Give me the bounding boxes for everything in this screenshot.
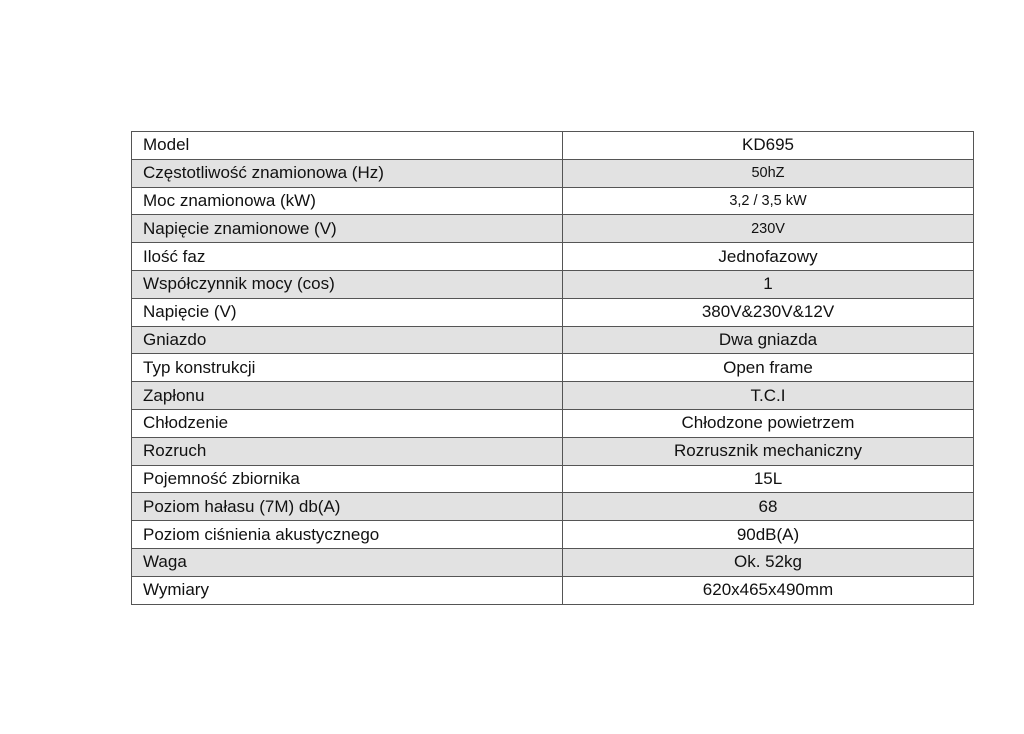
- spec-value-sound-pressure: 90dB(A): [563, 521, 974, 549]
- spec-label-cooling: Chłodzenie: [132, 409, 563, 437]
- spec-value-model: KD695: [563, 132, 974, 160]
- table-row: [132, 409, 974, 437]
- spec-value-socket: Dwa gniazda: [563, 326, 974, 354]
- spec-label-frequency: Częstotliwość znamionowa (Hz): [132, 159, 563, 187]
- table-row: [132, 215, 974, 243]
- table-row: [132, 521, 974, 549]
- spec-value-noise-level: 68: [563, 493, 974, 521]
- table-row: [132, 326, 974, 354]
- spec-value-starting: Rozrusznik mechaniczny: [563, 437, 974, 465]
- table-row: [132, 465, 974, 493]
- spec-value-rated-voltage: 230V: [563, 215, 974, 243]
- spec-label-construction-type: Typ konstrukcji: [132, 354, 563, 382]
- spec-label-weight: Waga: [132, 548, 563, 576]
- table-row: [132, 493, 974, 521]
- spec-label-tank-capacity: Pojemność zbiornika: [132, 465, 563, 493]
- spec-value-tank-capacity: 15L: [563, 465, 974, 493]
- spec-label-ignition: Zapłonu: [132, 382, 563, 410]
- spec-value-construction-type: Open frame: [563, 354, 974, 382]
- spec-label-sound-pressure: Poziom ciśnienia akustycznego: [132, 521, 563, 549]
- spec-value-dimensions: 620x465x490mm: [563, 576, 974, 604]
- spec-value-power-factor: 1: [563, 270, 974, 298]
- table-row: [132, 270, 974, 298]
- spec-label-rated-voltage: Napięcie znamionowe (V): [132, 215, 563, 243]
- spec-label-noise-level: Poziom hałasu (7M) db(A): [132, 493, 563, 521]
- table-row: [132, 548, 974, 576]
- table-row: [132, 187, 974, 215]
- spec-label-rated-power: Moc znamionowa (kW): [132, 187, 563, 215]
- spec-label-dimensions: Wymiary: [132, 576, 563, 604]
- spec-value-cooling: Chłodzone powietrzem: [563, 409, 974, 437]
- spec-label-starting: Rozruch: [132, 437, 563, 465]
- spec-value-weight: Ok. 52kg: [563, 548, 974, 576]
- table-row: [132, 576, 974, 604]
- spec-label-voltage: Napięcie (V): [132, 298, 563, 326]
- spec-value-phases: Jednofazowy: [563, 243, 974, 271]
- table-row: [132, 354, 974, 382]
- spec-value-ignition: T.C.I: [563, 382, 974, 410]
- spec-label-phases: Ilość faz: [132, 243, 563, 271]
- table-row: [132, 132, 974, 160]
- spec-value-frequency: 50hZ: [563, 159, 974, 187]
- table-row: [132, 298, 974, 326]
- specification-table: [131, 131, 974, 605]
- spec-value-rated-power: 3,2 / 3,5 kW: [563, 187, 974, 215]
- spec-label-socket: Gniazdo: [132, 326, 563, 354]
- table-row: [132, 437, 974, 465]
- table-row: [132, 243, 974, 271]
- spec-label-model: Model: [132, 132, 563, 160]
- spec-label-power-factor: Współczynnik mocy (cos): [132, 270, 563, 298]
- spec-value-voltage: 380V&230V&12V: [563, 298, 974, 326]
- specification-table-body: [132, 132, 974, 605]
- table-row: [132, 382, 974, 410]
- table-row: [132, 159, 974, 187]
